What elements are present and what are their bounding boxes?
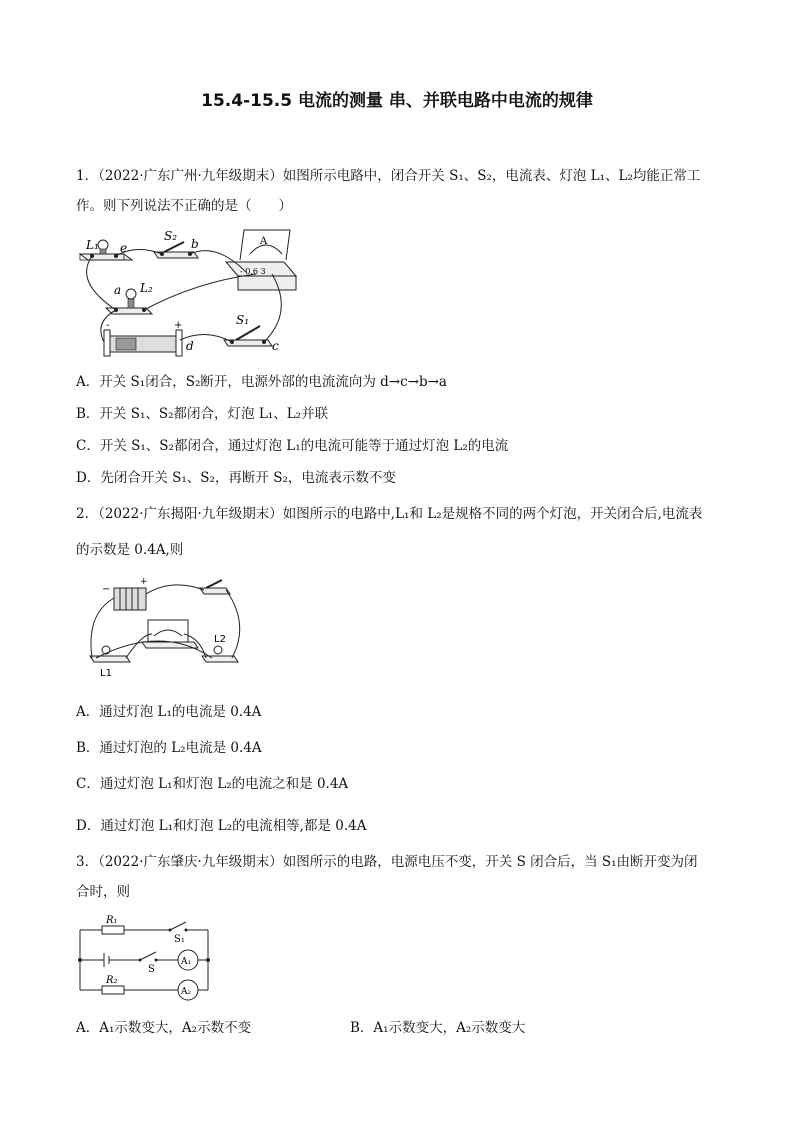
battery <box>114 588 146 610</box>
b-label: b <box>191 237 199 251</box>
l2-label: L₂ <box>140 281 153 295</box>
ammeter <box>148 620 188 642</box>
q3-circuit-figure <box>76 912 216 1008</box>
q2-stem-line2: 的示数是 0.4A,则 <box>76 542 184 558</box>
q1-option-b: B．开关 S₁、S₂都闭合，灯泡 L₁、L₂并联 <box>76 406 329 422</box>
c-label: c <box>272 339 279 353</box>
r1-resistor <box>102 926 124 934</box>
q1-stem-line2: 作。则下列说法不正确的是（ ） <box>76 198 292 214</box>
q1-option-a: A．开关 S₁闭合，S₂断开，电源外部的电流流向为 d→c→b→a <box>76 374 447 390</box>
q2-option-c: C．通过灯泡 L₁和灯泡 L₂的电流之和是 0.4A <box>76 776 349 792</box>
a-label: a <box>114 283 122 297</box>
l2-bulb <box>126 289 136 299</box>
q2-option-b: B．通过灯泡的 L₂电流是 0.4A <box>76 740 262 756</box>
ammeter-a-label: A <box>260 236 268 247</box>
q2-option-a: A．通过灯泡 L₁的电流是 0.4A <box>76 704 262 720</box>
battery <box>104 336 180 352</box>
a1-label: A₁ <box>181 957 192 967</box>
page-title: 15.4-15.5 电流的测量 串、并联电路中电流的规律 <box>201 91 593 111</box>
battery-plus-label: + <box>174 320 183 331</box>
battery-minus-label: − <box>102 584 111 595</box>
q3-option-a: A．A₁示数变大，A₂示数不变 <box>76 1020 252 1036</box>
l1-label: L₁ <box>86 238 99 252</box>
q1-option-d: D．先闭合开关 S₁、S₂，再断开 S₂，电流表示数不变 <box>76 470 396 486</box>
l1-label: L1 <box>100 668 112 678</box>
q3-stem-line1: 3．（2022·广东肇庆·九年级期末）如图所示的电路，电源电压不变，开关 S 闭合后，当 S₁由断开变为闭 <box>76 854 698 870</box>
s1-switch <box>170 922 186 930</box>
q2-stem-line1: 2．（2022·广东揭阳·九年级期末）如图所示的电路中,L₁和 L₂是规格不同的两个灯泡，开关闭合后,电流表 <box>76 506 703 522</box>
q3-stem-line2: 合时，则 <box>76 884 130 900</box>
r1-label: R₁ <box>106 915 118 926</box>
s-switch <box>140 952 156 960</box>
switch-board <box>200 588 230 594</box>
l2-bulb <box>214 646 222 654</box>
l1-bulb <box>98 240 108 250</box>
a2-label: A₂ <box>181 987 192 997</box>
d-label: d <box>186 339 194 353</box>
q1-stem-line1: 1．（2022·广东广州·九年级期末）如图所示电路中，闭合开关 S₁、S₂，电流表、灯泡 L₁、L₂均能正常工 <box>76 168 701 184</box>
q1-option-c: C．开关 S₁、S₂都闭合，通过灯泡 L₁的电流可能等于通过灯泡 L₂的电流 <box>76 438 509 454</box>
ammeter-scale-label: - 0.6 3 <box>240 267 266 276</box>
s2-label: S₂ <box>164 229 178 243</box>
q3-option-b: B．A₁示数变大，A₂示数变大 <box>350 1020 526 1036</box>
l1-board <box>90 656 130 662</box>
l2-label: L2 <box>214 634 226 645</box>
q1-circuit-figure <box>76 222 306 364</box>
r2-resistor <box>102 986 124 994</box>
s1-label: S₁ <box>236 313 250 327</box>
battery-plus-label: + <box>140 577 148 587</box>
e-label: e <box>120 241 128 255</box>
s-label: S <box>148 964 155 975</box>
q2-option-d: D．通过灯泡 L₁和灯泡 L₂的电流相等,都是 0.4A <box>76 818 367 834</box>
s1-label: S₁ <box>174 934 185 945</box>
r2-label: R₂ <box>106 975 118 986</box>
q2-circuit-figure <box>82 574 246 678</box>
battery-minus-label: - <box>106 320 110 331</box>
